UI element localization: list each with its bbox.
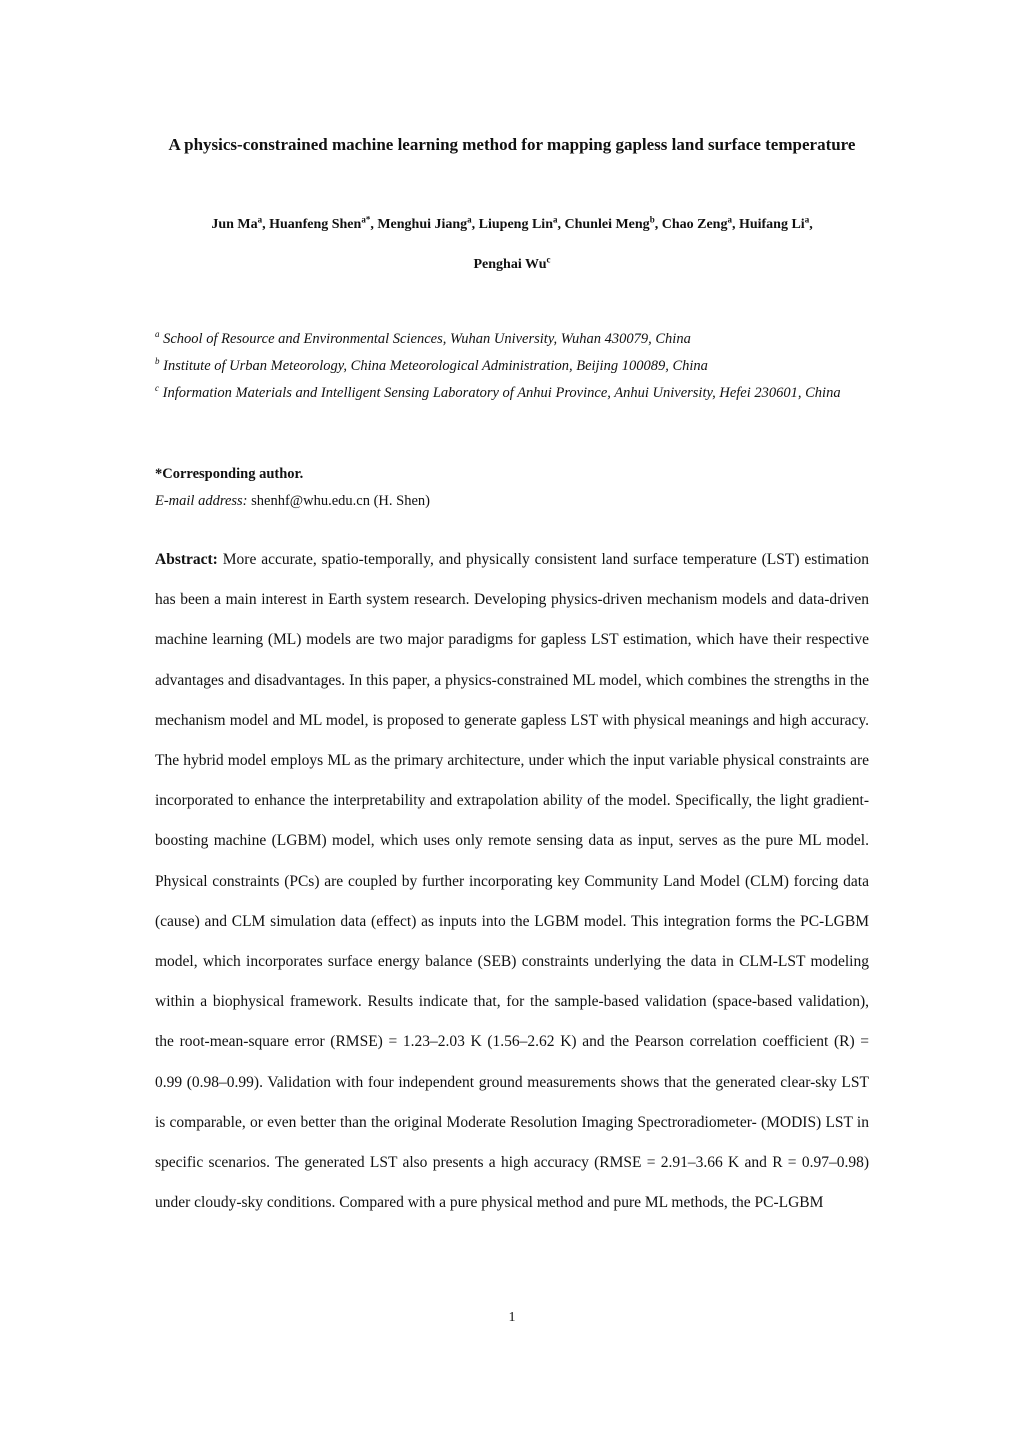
paper-title: A physics-constrained machine learning method for mapping gapless land surface temperature [168, 135, 856, 154]
abstract [155, 540, 869, 1223]
author: Jun Ma$^a$ [211, 214, 263, 232]
abstract-text: More accurate, spatio-temporally, and physically consistent land surface temperature (LST) estimation has been a main interest in Earth system research. Developing physics-driven mechanism models and data-driven machine learning (ML) models are two major paradigms for gapless LST estimation, which have their respective advantages and disadvantages. In this paper, a physics-constrained ML model, which combines the strengths in the mechanism model and ML model, is proposed to generate gapless LST with physical meanings and high accuracy. The hybrid model employs ML as the primary architecture, under which the input variable physical constraints are incorporated to enhance the interpretability and extrapolation ability of the model. Specifically, the light gradient-boosting machine (LGBM) model, which uses only remote sensing data as input, serves as the pure ML model. Physical constraints (PCs) are coupled by further incorporating key Community Land Model (CLM) forcing data (cause) and CLM simulation data (effect) as inputs into the LGBM model. This integration forms the PC-LGBM model, which incorporates surface energy balance (SEB) constraints underlying the data in CLM-LST modeling within a biophysical framework. Results indicate that, for the sample-based validation (space-based validation), the root-mean-square error (RMSE) = 1.23–2.03 K (1.56–2.62 K) and the Pearson correlation coefficient (R) = 0.99 (0.98–0.99). Validation with four independent ground measurements shows that the generated clear-sky LST is comparable, or even better than the original Moderate Resolution Imaging Spectroradiometer- (MODIS) LST in specific scenarios. The generated LST also presents a high accuracy (RMSE = 2.91–3.66 K and R = 0.97–0.98) under cloudy-sky conditions. Compared with a pure physical method and pure ML methods, the PC-LGBM [155, 551, 869, 1212]
author: Huifang Li$^a$ [738, 214, 810, 232]
affiliation-list [155, 326, 875, 407]
abstract-label: Abstract: [155, 551, 218, 568]
email-address: shenhf@whu.edu.cn (H. Shen) [251, 493, 430, 509]
corresponding-heading: *Corresponding author. [155, 466, 304, 482]
affiliation: $^b$ Institute of Urban Meteorology, China Meteorological Administration, Beijing 100089, China [155, 356, 708, 374]
author: Penghai Wu$^c$ [473, 254, 551, 272]
affiliation: $^c$ Information Materials and Intelligent Sensing Laboratory of Anhui Province, Anhui University, Hefei 230601, China [155, 383, 841, 401]
author-list: Jun Ma$^a$, Huanfeng Shen$^{a*}$, Menghui Jiang$^a$, Liupeng Lin$^a$, Chunlei Meng$^b$, Chao Zeng$^a$, Huifang Li$^a$, Penghai Wu$^c$ [211, 214, 813, 272]
author: Huanfeng Shen$^{a*}$ [269, 214, 371, 232]
page-number: 1 [508, 1310, 516, 1325]
author: Chao Zeng$^a$ [661, 214, 732, 232]
author: Chunlei Meng$^b$ [564, 214, 655, 232]
author: Liupeng Lin$^a$ [478, 214, 558, 232]
email-line: E-mail address: shenhf@whu.edu.cn (H. Shen) [155, 493, 430, 509]
affiliation: $^a$ School of Resource and Environmental Sciences, Wuhan University, Wuhan 430079, China [155, 329, 691, 347]
author: Menghui Jiang$^a$ [377, 214, 472, 232]
corresponding-author [155, 461, 430, 515]
